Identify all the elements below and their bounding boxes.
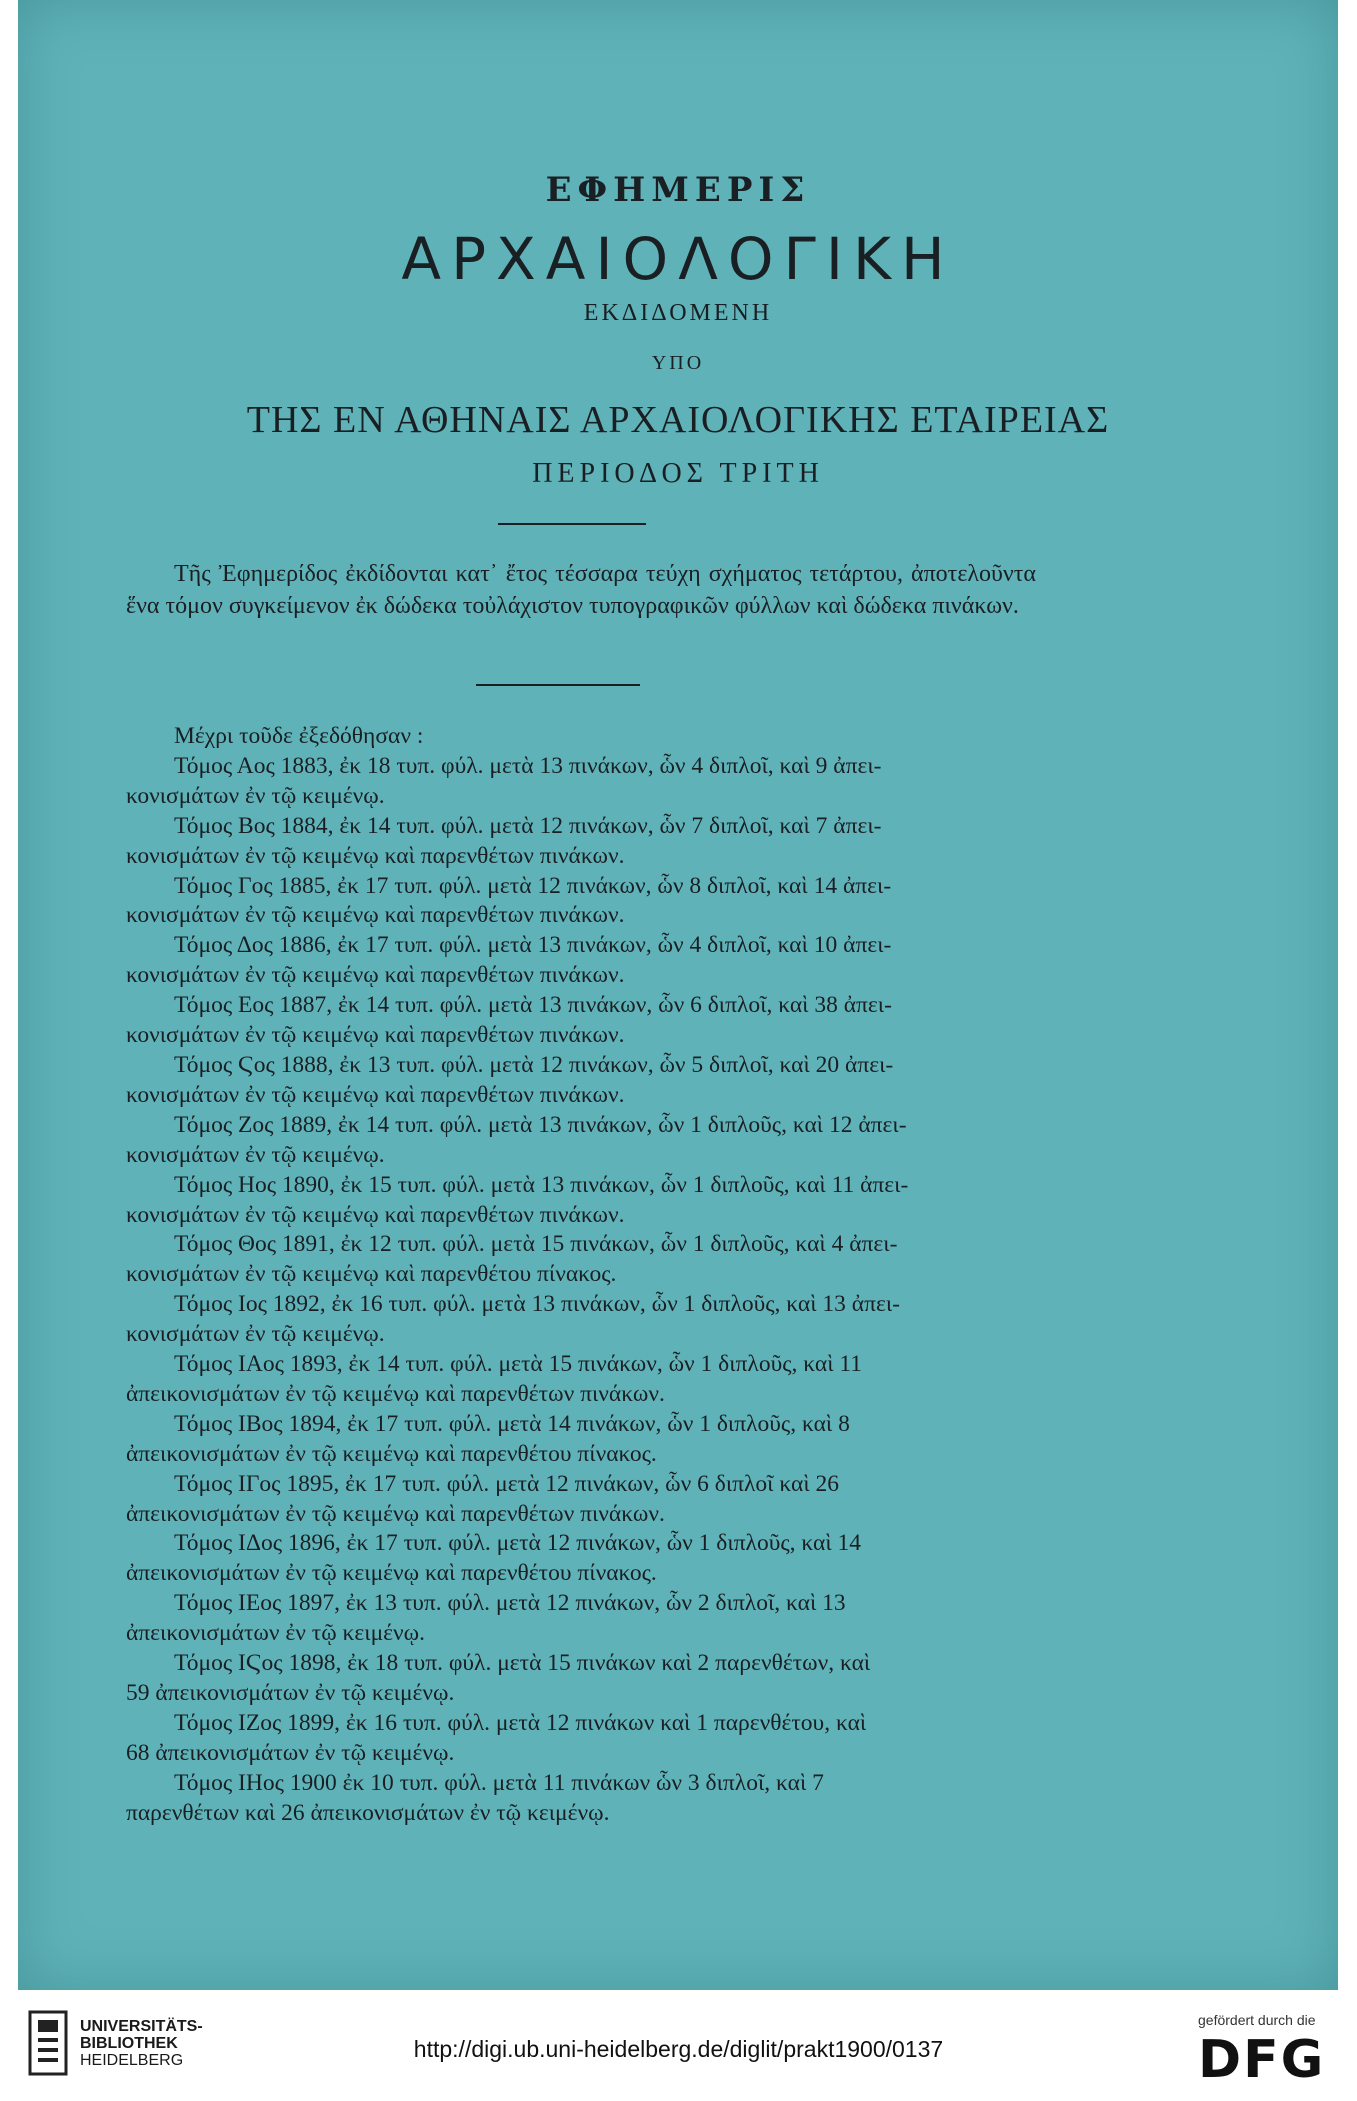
volume-entry-line-2: ἀπεικονισμάτων ἐν τῷ κειμένῳ καὶ παρενθέτων πινάκων. bbox=[126, 1500, 665, 1527]
journal-title-large: ΑΡΧΑΙΟΛΟΓΙΚΗ bbox=[401, 225, 955, 293]
sponsor-caption: gefördert durch die bbox=[1198, 2012, 1316, 2028]
volume-entry bbox=[126, 1470, 1044, 1530]
publisher-line-3: ΤΗΣ ΕΝ ΑΘΗΝΑΙΣ ΑΡΧΑΙΟΛΟΓΙΚΗΣ ΕΤΑΙΡΕΙΑΣ bbox=[246, 399, 1110, 441]
volume-entry bbox=[126, 1171, 1044, 1231]
library-name: UNIVERSITÄTS- BIBLIOTHEK HEIDELBERG bbox=[80, 2018, 203, 2069]
volume-entry bbox=[126, 1290, 1044, 1350]
volume-entry bbox=[126, 931, 1044, 991]
volume-entry-line-2: ἀπεικονισμάτων ἐν τῷ κειμένῳ καὶ παρενθέτου πίνακος. bbox=[126, 1440, 657, 1467]
volume-entry bbox=[126, 1410, 1044, 1470]
volume-entry-line-1: Τόμος Θος 1891, ἐκ 12 τυπ. φύλ. μετὰ 15 πινάκων, ὧν 1 διπλοῦς, καὶ 4 ἀπει- bbox=[174, 1231, 898, 1258]
volume-entry bbox=[126, 1350, 1044, 1410]
publisher-line-1: ΕΚΔΙΔΟΜΕΝΗ bbox=[583, 300, 773, 326]
volume-entry-line-1: Τόμος ΙΗος 1900 ἐκ 10 τυπ. φύλ. μετὰ 11 πινάκων ὧν 3 διπλοῖ, καὶ 7 bbox=[174, 1769, 824, 1796]
volume-entry-line-2: 59 ἀπεικονισμάτων ἐν τῷ κειμένῳ. bbox=[126, 1680, 455, 1706]
volume-entry-line-2: παρενθέτων καὶ 26 ἀπεικονισμάτων ἐν τῷ κειμένῳ. bbox=[126, 1799, 610, 1826]
divider-rule bbox=[476, 684, 640, 686]
volume-entry-line-1: Τόμος ΙΑος 1893, ἐκ 14 τυπ. φύλ. μετὰ 15 πινάκων, ὧν 1 διπλοῦς, καὶ 11 bbox=[174, 1351, 863, 1378]
volume-entry-line-2: ἀπεικονισμάτων ἐν τῷ κειμένῳ καὶ παρενθέτου πίνακος. bbox=[126, 1560, 657, 1587]
volume-entry-line-1: Τόμος ΙΔος 1896, ἐκ 17 τυπ. φύλ. μετὰ 12 πινάκων, ὧν 1 διπλοῦς, καὶ 14 bbox=[174, 1530, 862, 1557]
volume-entry-line-2: ἀπεικονισμάτων ἐν τῷ κειμένῳ. bbox=[126, 1620, 426, 1647]
dfg-logo: DFG bbox=[1198, 2030, 1326, 2090]
volume-entry bbox=[126, 1769, 1044, 1829]
volume-entry-line-2: κονισμάτων ἐν τῷ κειμένῳ καὶ παρενθέτων πινάκων. bbox=[126, 962, 625, 989]
volume-entry-line-2: κονισμάτων ἐν τῷ κειμένῳ καὶ παρενθέτων πινάκων. bbox=[126, 842, 625, 869]
volume-entry bbox=[126, 1051, 1044, 1111]
volume-entry-line-2: κονισμάτων ἐν τῷ κειμένῳ καὶ παρενθέτων πινάκων. bbox=[126, 1081, 625, 1108]
volume-entry bbox=[126, 1589, 1044, 1649]
volume-entry-line-1: Τόμος Δος 1886, ἐκ 17 τυπ. φύλ. μετὰ 13 πινάκων, ὧν 4 διπλοῖ, καὶ 10 ἀπει- bbox=[174, 932, 892, 959]
volume-entry-line-1: Τόμος Βος 1884, ἐκ 14 τυπ. φύλ. μετὰ 12 πινάκων, ὧν 7 διπλοῖ, καὶ 7 ἀπει- bbox=[174, 812, 882, 839]
volume-entry-line-2: κονισμάτων ἐν τῷ κειμένῳ. bbox=[126, 1321, 385, 1348]
volume-entry-line-1: Τόμος Εος 1887, ἐκ 14 τυπ. φύλ. μετὰ 13 πινάκων, ὧν 6 διπλοῖ, καὶ 38 ἀπει- bbox=[174, 992, 892, 1019]
intro-paragraph: Τῆς Ἐφημερίδος ἐκδίδονται κατ᾽ ἔτος τέσσαρα τεύχη σχήματος τετάρτου, ἀποτελοῦντα ἕνα τόμον συγκείμενον ἐκ δώδεκα τοὐλάχιστον τυπογραφικῶν φύλλων καὶ δώδεκα πινάκων. bbox=[126, 561, 1036, 619]
volume-entry bbox=[126, 1649, 1044, 1709]
volume-entry-line-1: Τόμος ΙΒος 1894, ἐκ 17 τυπ. φύλ. μετὰ 14 πινάκων, ὧν 1 διπλοῦς, καὶ 8 bbox=[174, 1410, 850, 1437]
list-heading: Μέχρι τοῦδε ἐξεδόθησαν : bbox=[174, 723, 424, 749]
volume-entry bbox=[126, 991, 1044, 1051]
volume-entry-line-2: κονισμάτων ἐν τῷ κειμένῳ καὶ παρενθέτου πίνακος. bbox=[126, 1261, 617, 1288]
publisher-line-2: ΥΠΟ bbox=[651, 352, 705, 374]
volume-entry bbox=[126, 1111, 1044, 1171]
volume-entry-line-1: Τόμος ΙΕος 1897, ἐκ 13 τυπ. φύλ. μετὰ 12 πινάκων, ὧν 2 διπλοῖ, καὶ 13 bbox=[174, 1590, 846, 1617]
volume-entry-line-2: 68 ἀπεικονισμάτων ἐν τῷ κειμένῳ. bbox=[126, 1739, 455, 1766]
volume-entry-line-1: Τόμος ΙϚος 1898, ἐκ 18 τυπ. φύλ. μετὰ 15 πινάκων καὶ 2 παρενθέτων, καὶ bbox=[174, 1650, 871, 1677]
volume-entry-line-1: Τόμος ΙΓος 1895, ἐκ 17 τυπ. φύλ. μετὰ 12 πινάκων, ὧν 6 διπλοῖ καὶ 26 bbox=[174, 1470, 840, 1497]
journal-title-small: ΕΦΗΜΕΡΙΣ bbox=[545, 170, 811, 210]
volume-entry bbox=[126, 1709, 1044, 1769]
volume-entry-line-2: ἀπεικονισμάτων ἐν τῷ κειμένῳ καὶ παρενθέτων πινάκων. bbox=[126, 1380, 665, 1407]
period-line: ΠΕΡΙΟΔΟΣ ΤΡΙΤΗ bbox=[532, 458, 824, 489]
volume-entry-line-1: Τόμος Ηος 1890, ἐκ 15 τυπ. φύλ. μετὰ 13 πινάκων, ὧν 1 διπλοῦς, καὶ 11 ἀπει- bbox=[174, 1171, 909, 1198]
volume-entry-line-2: κονισμάτων ἐν τῷ κειμένῳ. bbox=[126, 782, 385, 809]
volume-entry bbox=[126, 1230, 1044, 1290]
volume-entry-line-1: Τόμος Ιος 1892, ἐκ 16 τυπ. φύλ. μετὰ 13 πινάκων, ὧν 1 διπλοῦς, καὶ 13 ἀπει- bbox=[174, 1291, 900, 1318]
volume-entry bbox=[126, 752, 1044, 812]
volume-entry bbox=[126, 812, 1044, 872]
document-page bbox=[18, 0, 1338, 1990]
volume-entry-line-2: κονισμάτων ἐν τῷ κειμένῳ καὶ παρενθέτων πινάκων. bbox=[126, 1022, 625, 1049]
volume-entry bbox=[126, 1529, 1044, 1589]
volume-entry bbox=[126, 872, 1044, 932]
volume-entry-line-2: κονισμάτων ἐν τῷ κειμένῳ καὶ παρενθέτων πινάκων. bbox=[126, 902, 625, 929]
volume-entry-line-1: Τόμος Γος 1885, ἐκ 17 τυπ. φύλ. μετὰ 12 πινάκων, ὧν 8 διπλοῖ, καὶ 14 ἀπει- bbox=[174, 872, 892, 899]
divider-rule bbox=[498, 523, 646, 525]
volume-list bbox=[126, 722, 1044, 1829]
volume-entry-line-1: Τόμος Ζος 1889, ἐκ 14 τυπ. φύλ. μετὰ 13 πινάκων, ὧν 1 διπλοῦς, καὶ 12 ἀπει- bbox=[174, 1111, 907, 1138]
volume-entry-line-2: κονισμάτων ἐν τῷ κειμένῳ. bbox=[126, 1141, 385, 1168]
volume-entry-line-1: Τόμος Αος 1883, ἐκ 18 τυπ. φύλ. μετὰ 13 πινάκων, ὧν 4 διπλοῖ, καὶ 9 ἀπει- bbox=[174, 752, 882, 779]
volume-entry-line-1: Τόμος Ϛος 1888, ἐκ 13 τυπ. φύλ. μετὰ 12 πινάκων, ὧν 5 διπλοῖ, καὶ 20 ἀπει- bbox=[174, 1051, 894, 1078]
volume-entry-line-1: Τόμος ΙΖος 1899, ἐκ 16 τυπ. φύλ. μετὰ 12 πινάκων καὶ 1 παρενθέτου, καὶ bbox=[174, 1709, 867, 1736]
source-url-link[interactable]: http://digi.ub.uni-heidelberg.de/diglit/prakt1900/0137 bbox=[413, 2036, 944, 2062]
volume-entry-line-2: κονισμάτων ἐν τῷ κειμένῳ καὶ παρενθέτων πινάκων. bbox=[126, 1201, 625, 1228]
